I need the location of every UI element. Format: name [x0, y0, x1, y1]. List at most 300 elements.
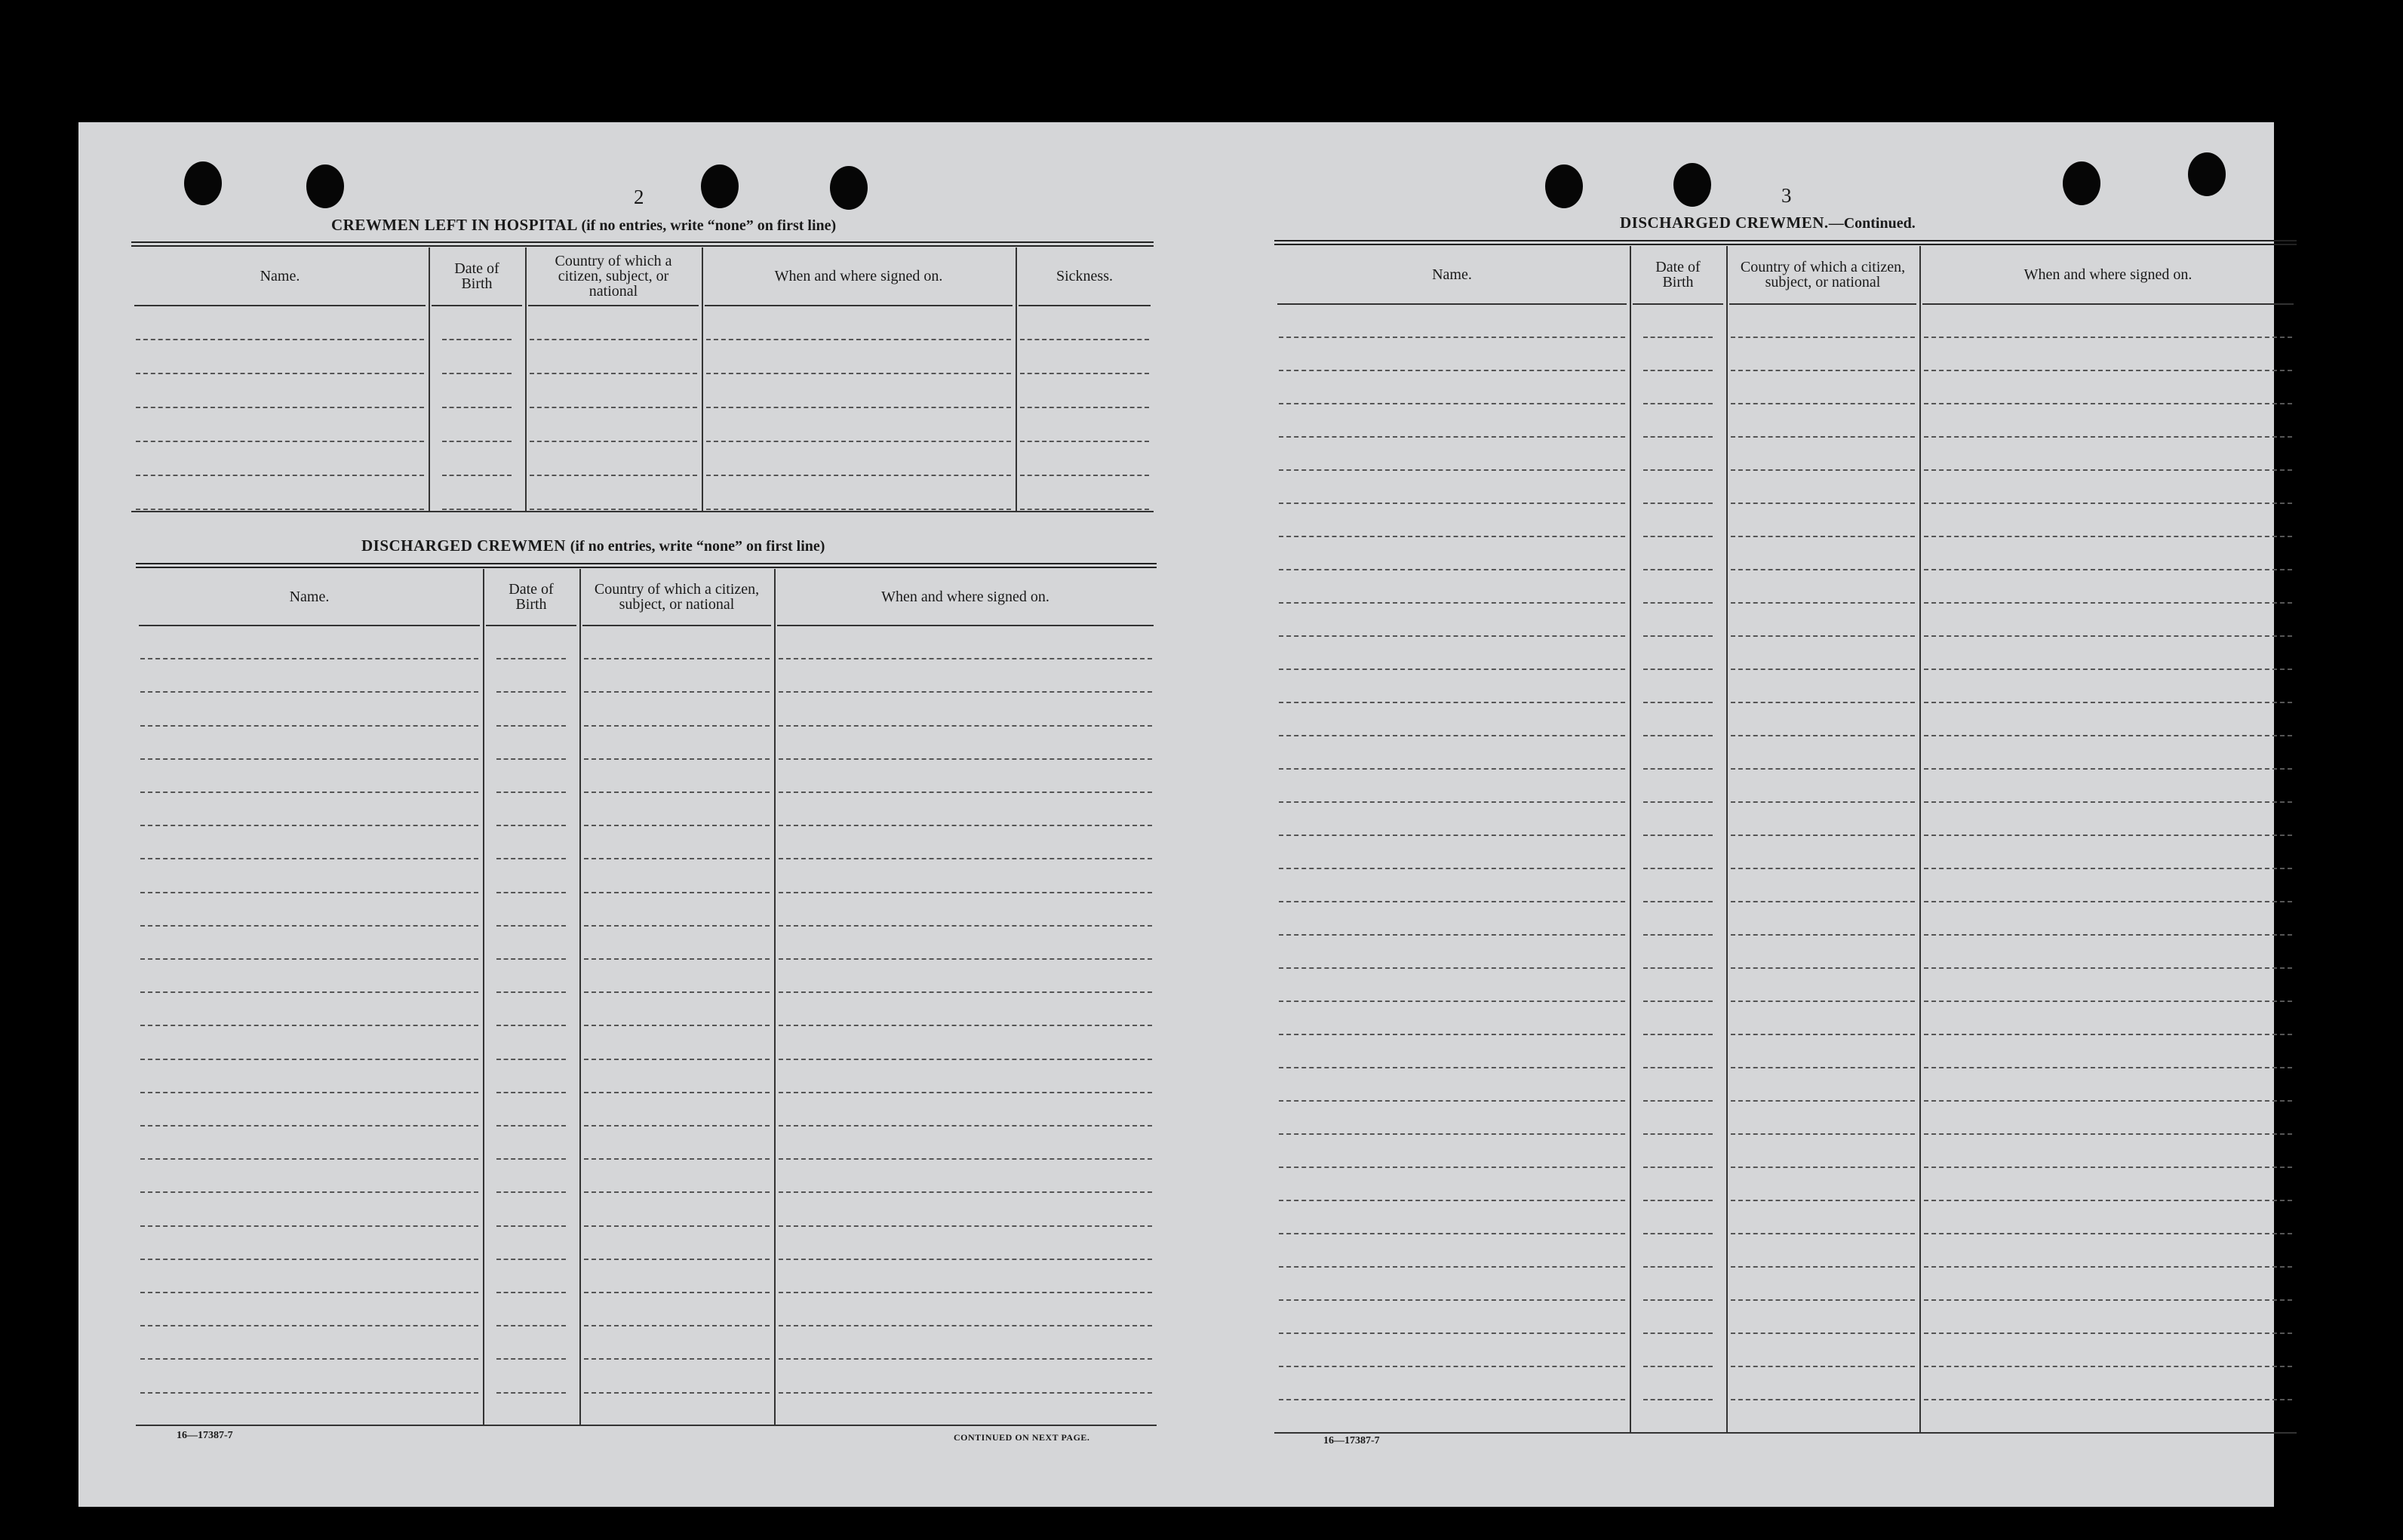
entry-line[interactable] [1643, 735, 1713, 736]
entry-line[interactable] [584, 1025, 770, 1026]
entry-line[interactable] [779, 1059, 1152, 1060]
punch-hole [2188, 152, 2226, 196]
entry-line[interactable] [140, 925, 478, 927]
entry-line[interactable] [1731, 934, 1915, 936]
entry-line[interactable] [140, 1059, 478, 1060]
entry-line[interactable] [1279, 967, 1625, 969]
entry-line[interactable] [1643, 1100, 1713, 1102]
entry-line[interactable] [1924, 967, 2292, 969]
entry-line[interactable] [1924, 536, 2292, 537]
entry-line[interactable] [442, 475, 512, 476]
entry-line[interactable] [779, 825, 1152, 826]
entry-line[interactable] [1731, 768, 1915, 770]
entry-line[interactable] [1279, 536, 1625, 537]
entry-line[interactable] [706, 339, 1011, 340]
entry-line[interactable] [140, 1191, 478, 1193]
entry-line[interactable] [584, 1059, 770, 1060]
entry-line[interactable] [140, 1125, 478, 1127]
entry-line[interactable] [1643, 635, 1713, 637]
entry-line[interactable] [1020, 441, 1149, 442]
entry-line[interactable] [584, 1325, 770, 1326]
entry-line[interactable] [1279, 1333, 1625, 1334]
page-number: 3 [1781, 184, 1792, 207]
entry-line[interactable] [1279, 1167, 1625, 1168]
entry-line[interactable] [1279, 436, 1625, 438]
entry-line[interactable] [1731, 469, 1915, 471]
column-header: When and where signed on. [774, 268, 943, 284]
entry-line[interactable] [779, 792, 1152, 793]
column-header: Name. [1432, 266, 1472, 283]
entry-line[interactable] [1643, 1167, 1713, 1168]
entry-line[interactable] [584, 825, 770, 826]
entry-line[interactable] [1020, 373, 1149, 374]
entry-line[interactable] [530, 509, 697, 510]
entry-line[interactable] [140, 691, 478, 693]
column-header-underline [1922, 303, 2294, 305]
entry-line[interactable] [779, 958, 1152, 960]
entry-line[interactable] [496, 758, 566, 760]
entry-line[interactable] [1643, 669, 1713, 670]
entry-line[interactable] [1279, 1067, 1625, 1068]
column-divider [1726, 246, 1728, 1432]
entry-line[interactable] [779, 1025, 1152, 1026]
entry-line[interactable] [1643, 768, 1713, 770]
entry-line[interactable] [1279, 469, 1625, 471]
entry-line[interactable] [1279, 702, 1625, 703]
form-number: 16—17387-7 [1323, 1435, 1380, 1446]
entry-line[interactable] [1279, 801, 1625, 803]
entry-line[interactable] [584, 725, 770, 727]
entry-line[interactable] [1643, 1034, 1713, 1035]
entry-line[interactable] [1924, 1067, 2292, 1068]
entry-line[interactable] [1731, 868, 1915, 869]
entry-line[interactable] [1279, 901, 1625, 902]
entry-line[interactable] [496, 725, 566, 727]
left-page [78, 122, 1176, 1507]
entry-line[interactable] [1924, 503, 2292, 504]
entry-line[interactable] [496, 1092, 566, 1093]
entry-line[interactable] [1020, 407, 1149, 408]
entry-line[interactable] [496, 691, 566, 693]
entry-line[interactable] [1731, 1167, 1915, 1168]
entry-line[interactable] [1731, 1100, 1915, 1102]
entry-line[interactable] [1643, 1200, 1713, 1201]
entry-line[interactable] [140, 858, 478, 859]
entry-line[interactable] [1924, 602, 2292, 604]
entry-line[interactable] [706, 407, 1011, 408]
entry-line[interactable] [1924, 1266, 2292, 1268]
entry-line[interactable] [584, 858, 770, 859]
entry-line[interactable] [1924, 768, 2292, 770]
punch-hole [2063, 161, 2100, 205]
column-header-underline [1729, 303, 1916, 305]
entry-line[interactable] [140, 991, 478, 993]
entry-line[interactable] [584, 1259, 770, 1260]
entry-line[interactable] [706, 509, 1011, 510]
entry-line[interactable] [779, 991, 1152, 993]
entry-line[interactable] [1643, 469, 1713, 471]
entry-line[interactable] [1279, 569, 1625, 570]
entry-line[interactable] [1279, 735, 1625, 736]
entry-line[interactable] [1279, 768, 1625, 770]
entry-line[interactable] [779, 758, 1152, 760]
entry-line[interactable] [584, 758, 770, 760]
entry-line[interactable] [140, 1259, 478, 1260]
entry-line[interactable] [779, 1191, 1152, 1193]
entry-line[interactable] [584, 1225, 770, 1227]
entry-line[interactable] [1279, 503, 1625, 504]
entry-line[interactable] [442, 407, 512, 408]
entry-line[interactable] [1279, 370, 1625, 371]
entry-line[interactable] [584, 958, 770, 960]
entry-line[interactable] [1731, 901, 1915, 902]
entry-line[interactable] [1643, 1299, 1713, 1301]
discharged-section-title: DISCHARGED CREWMEN (if no entries, write “none” on first line) [361, 536, 825, 555]
entry-line[interactable] [584, 1191, 770, 1193]
entry-line[interactable] [140, 1392, 478, 1394]
entry-line[interactable] [496, 892, 566, 893]
column-header: Name. [260, 268, 300, 284]
entry-line[interactable] [779, 1292, 1152, 1293]
entry-line[interactable] [496, 1059, 566, 1060]
entry-line[interactable] [779, 925, 1152, 927]
entry-line[interactable] [136, 441, 424, 442]
entry-line[interactable] [140, 1225, 478, 1227]
entry-line[interactable] [1643, 1233, 1713, 1234]
entry-line[interactable] [496, 1025, 566, 1026]
entry-line[interactable] [779, 892, 1152, 893]
entry-line[interactable] [779, 858, 1152, 859]
entry-line[interactable] [1924, 901, 2292, 902]
column-header: Date of Birth [454, 260, 499, 292]
entry-line[interactable] [1924, 370, 2292, 371]
entry-line[interactable] [1731, 503, 1915, 504]
column-header-underline [528, 305, 699, 306]
entry-line[interactable] [1924, 436, 2292, 438]
entry-line[interactable] [496, 1125, 566, 1127]
entry-line[interactable] [1643, 536, 1713, 537]
entry-line[interactable] [1643, 370, 1713, 371]
entry-line[interactable] [1279, 635, 1625, 637]
punch-hole [306, 164, 344, 208]
entry-line[interactable] [779, 1125, 1152, 1127]
entry-line[interactable] [140, 758, 478, 760]
entry-line[interactable] [1924, 1167, 2292, 1168]
entry-line[interactable] [530, 373, 697, 374]
table-bottom-rule [131, 511, 1154, 512]
entry-line[interactable] [779, 1392, 1152, 1394]
entry-line[interactable] [1279, 868, 1625, 869]
entry-line[interactable] [140, 1292, 478, 1293]
entry-line[interactable] [496, 792, 566, 793]
entry-line[interactable] [140, 958, 478, 960]
column-header: Country of which a citizen, subject, or national [555, 253, 672, 300]
punch-hole [1545, 164, 1583, 208]
entry-line[interactable] [442, 373, 512, 374]
column-header: When and where signed on. [2023, 266, 2193, 283]
entry-line[interactable] [1924, 1034, 2292, 1035]
column-header-underline [432, 305, 522, 306]
entry-line[interactable] [1643, 1399, 1713, 1400]
entry-line[interactable] [1643, 901, 1713, 902]
entry-line[interactable] [1924, 702, 2292, 703]
entry-line[interactable] [442, 441, 512, 442]
entry-line[interactable] [1279, 1233, 1625, 1234]
entry-line[interactable] [1020, 509, 1149, 510]
entry-line[interactable] [140, 825, 478, 826]
column-header-underline [705, 305, 1013, 306]
entry-line[interactable] [584, 991, 770, 993]
entry-line[interactable] [136, 509, 424, 510]
entry-line[interactable] [530, 441, 697, 442]
entry-line[interactable] [779, 1225, 1152, 1227]
entry-line[interactable] [1731, 602, 1915, 604]
entry-line[interactable] [706, 441, 1011, 442]
entry-line[interactable] [1924, 1233, 2292, 1234]
entry-line[interactable] [496, 1325, 566, 1326]
entry-line[interactable] [496, 825, 566, 826]
entry-line[interactable] [1731, 536, 1915, 537]
entry-line[interactable] [140, 792, 478, 793]
hospital-section-title: CREWMEN LEFT IN HOSPITAL (if no entries, write “none” on first line) [331, 216, 837, 234]
entry-line[interactable] [584, 892, 770, 893]
entry-line[interactable] [530, 339, 697, 340]
entry-line[interactable] [140, 1025, 478, 1026]
entry-line[interactable] [1731, 967, 1915, 969]
entry-line[interactable] [1643, 967, 1713, 969]
entry-line[interactable] [1643, 602, 1713, 604]
entry-line[interactable] [584, 1392, 770, 1394]
entry-line[interactable] [1731, 403, 1915, 404]
entry-line[interactable] [584, 691, 770, 693]
entry-line[interactable] [1924, 635, 2292, 637]
column-header: Date of Birth [509, 581, 554, 613]
entry-line[interactable] [1643, 569, 1713, 570]
entry-line[interactable] [779, 691, 1152, 693]
entry-line[interactable] [1279, 1200, 1625, 1201]
column-header-underline [139, 625, 480, 626]
entry-line[interactable] [442, 339, 512, 340]
entry-line[interactable] [584, 925, 770, 927]
entry-line[interactable] [496, 858, 566, 859]
entry-line[interactable] [1924, 934, 2292, 936]
entry-line[interactable] [1731, 1133, 1915, 1135]
entry-line[interactable] [136, 475, 424, 476]
column-divider [429, 247, 430, 511]
entry-line[interactable] [1643, 835, 1713, 836]
column-divider [1016, 247, 1017, 511]
entry-line[interactable] [1279, 602, 1625, 604]
entry-line[interactable] [1279, 1133, 1625, 1135]
column-divider [579, 569, 581, 1425]
column-header-underline [486, 625, 576, 626]
entry-line[interactable] [1731, 1001, 1915, 1002]
entry-line[interactable] [1924, 1399, 2292, 1400]
entry-line[interactable] [496, 1358, 566, 1360]
entry-line[interactable] [140, 725, 478, 727]
header-double-rule [131, 241, 1154, 247]
entry-line[interactable] [1643, 1133, 1713, 1135]
entry-line[interactable] [1279, 1399, 1625, 1400]
entry-line[interactable] [1924, 1299, 2292, 1301]
entry-line[interactable] [1643, 1366, 1713, 1367]
entry-line[interactable] [1924, 868, 2292, 869]
column-divider [702, 247, 703, 511]
entry-line[interactable] [1279, 1266, 1625, 1268]
entry-line[interactable] [1643, 868, 1713, 869]
entry-line[interactable] [584, 658, 770, 659]
entry-line[interactable] [1731, 1299, 1915, 1301]
entry-line[interactable] [706, 475, 1011, 476]
entry-line[interactable] [779, 1259, 1152, 1260]
entry-line[interactable] [779, 725, 1152, 727]
column-header-underline [1633, 303, 1723, 305]
column-header: When and where signed on. [881, 589, 1049, 605]
punch-hole [830, 166, 868, 210]
table-bottom-rule [1274, 1432, 2297, 1434]
entry-line[interactable] [140, 1358, 478, 1360]
discharged-continued-title: DISCHARGED CREWMEN.—Continued. [1620, 214, 1916, 232]
entry-line[interactable] [496, 658, 566, 659]
entry-line[interactable] [1731, 735, 1915, 736]
entry-line[interactable] [1279, 1034, 1625, 1035]
entry-line[interactable] [1731, 702, 1915, 703]
entry-line[interactable] [1924, 835, 2292, 836]
entry-line[interactable] [779, 1158, 1152, 1160]
entry-line[interactable] [1279, 669, 1625, 670]
entry-line[interactable] [496, 991, 566, 993]
entry-line[interactable] [496, 925, 566, 927]
entry-line[interactable] [1731, 669, 1915, 670]
column-header-underline [1277, 303, 1627, 305]
entry-line[interactable] [1924, 1100, 2292, 1102]
column-header: Country of which a citizen, subject, or national [1740, 259, 1906, 290]
entry-line[interactable] [1924, 1200, 2292, 1201]
entry-line[interactable] [140, 1092, 478, 1093]
entry-line[interactable] [1279, 403, 1625, 404]
entry-line[interactable] [530, 407, 697, 408]
form-number: 16—17387-7 [177, 1430, 233, 1441]
entry-line[interactable] [1279, 337, 1625, 338]
entry-line[interactable] [140, 892, 478, 893]
entry-line[interactable] [1731, 436, 1915, 438]
entry-line[interactable] [1731, 569, 1915, 570]
entry-line[interactable] [136, 373, 424, 374]
entry-line[interactable] [1020, 475, 1149, 476]
entry-line[interactable] [496, 1191, 566, 1193]
entry-line[interactable] [496, 1292, 566, 1293]
entry-line[interactable] [779, 1092, 1152, 1093]
entry-line[interactable] [1731, 1333, 1915, 1334]
entry-line[interactable] [584, 1358, 770, 1360]
entry-line[interactable] [140, 658, 478, 659]
entry-line[interactable] [584, 1125, 770, 1127]
entry-line[interactable] [1731, 1399, 1915, 1400]
entry-line[interactable] [1924, 1001, 2292, 1002]
entry-line[interactable] [1643, 934, 1713, 936]
entry-line[interactable] [1924, 469, 2292, 471]
entry-line[interactable] [584, 1158, 770, 1160]
entry-line[interactable] [1643, 1001, 1713, 1002]
entry-line[interactable] [530, 475, 697, 476]
entry-line[interactable] [1731, 1233, 1915, 1234]
column-divider [1630, 246, 1631, 1432]
entry-line[interactable] [1731, 835, 1915, 836]
entry-line[interactable] [1731, 1067, 1915, 1068]
entry-line[interactable] [1924, 1133, 2292, 1135]
entry-line[interactable] [136, 339, 424, 340]
entry-line[interactable] [1924, 337, 2292, 338]
entry-line[interactable] [496, 1225, 566, 1227]
header-double-rule [136, 563, 1157, 568]
punch-hole [701, 164, 739, 208]
entry-line[interactable] [1643, 1333, 1713, 1334]
entry-line[interactable] [1924, 1366, 2292, 1367]
column-divider [483, 569, 484, 1425]
entry-line[interactable] [442, 509, 512, 510]
entry-line[interactable] [1279, 1100, 1625, 1102]
entry-line[interactable] [1924, 1333, 2292, 1334]
entry-line[interactable] [1924, 801, 2292, 803]
entry-line[interactable] [1643, 801, 1713, 803]
entry-line[interactable] [1924, 403, 2292, 404]
column-header-underline [582, 625, 771, 626]
entry-line[interactable] [779, 1358, 1152, 1360]
entry-line[interactable] [140, 1325, 478, 1326]
entry-line[interactable] [496, 1392, 566, 1394]
entry-line[interactable] [1731, 1034, 1915, 1035]
entry-line[interactable] [1020, 339, 1149, 340]
column-header: Name. [289, 589, 330, 605]
continued-note: CONTINUED ON NEXT PAGE. [954, 1432, 1090, 1443]
entry-line[interactable] [1924, 669, 2292, 670]
entry-line[interactable] [1279, 1299, 1625, 1301]
entry-line[interactable] [1643, 1067, 1713, 1068]
entry-line[interactable] [1279, 1366, 1625, 1367]
entry-line[interactable] [1643, 503, 1713, 504]
entry-line[interactable] [1643, 1266, 1713, 1268]
entry-line[interactable] [1924, 735, 2292, 736]
entry-line[interactable] [1731, 635, 1915, 637]
entry-line[interactable] [496, 1158, 566, 1160]
entry-line[interactable] [1731, 1366, 1915, 1367]
entry-line[interactable] [584, 1092, 770, 1093]
entry-line[interactable] [136, 407, 424, 408]
entry-line[interactable] [1924, 569, 2292, 570]
entry-line[interactable] [779, 658, 1152, 659]
entry-line[interactable] [584, 792, 770, 793]
entry-line[interactable] [1643, 337, 1713, 338]
entry-line[interactable] [496, 1259, 566, 1260]
entry-line[interactable] [1279, 835, 1625, 836]
entry-line[interactable] [1279, 1001, 1625, 1002]
entry-line[interactable] [779, 1325, 1152, 1326]
entry-line[interactable] [1643, 702, 1713, 703]
entry-line[interactable] [140, 1158, 478, 1160]
entry-line[interactable] [1731, 801, 1915, 803]
entry-line[interactable] [1279, 934, 1625, 936]
entry-line[interactable] [1731, 1266, 1915, 1268]
entry-line[interactable] [1731, 370, 1915, 371]
entry-line[interactable] [1731, 337, 1915, 338]
entry-line[interactable] [584, 1292, 770, 1293]
entry-line[interactable] [1731, 1200, 1915, 1201]
entry-line[interactable] [1643, 403, 1713, 404]
column-header: Sickness. [1056, 268, 1113, 284]
entry-line[interactable] [1643, 436, 1713, 438]
entry-line[interactable] [496, 958, 566, 960]
entry-line[interactable] [706, 373, 1011, 374]
